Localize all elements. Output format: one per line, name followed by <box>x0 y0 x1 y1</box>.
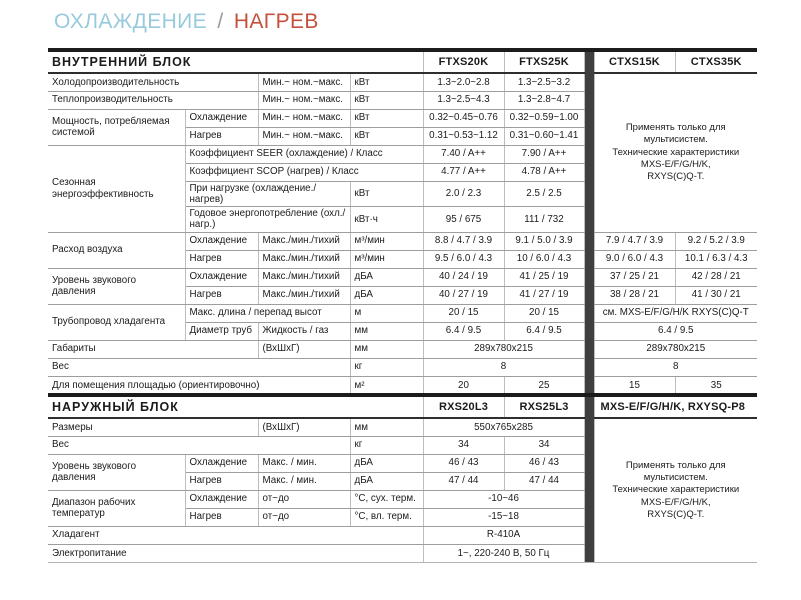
row-label: Уровень звукового давления <box>48 268 185 304</box>
row-range: Макс. / мин. <box>258 454 350 472</box>
row-unit: дБА <box>350 454 423 472</box>
value-ctxs15k: 37 / 25 / 21 <box>594 268 675 286</box>
row-unit: кВт·ч <box>350 207 423 233</box>
row-range: Мин.~ ном.~макс. <box>258 73 350 91</box>
row-range: от~до <box>258 490 350 508</box>
value-ftxs20k: 20 <box>423 376 504 394</box>
row-label: Хладагент <box>48 526 423 544</box>
note-line: Применять только для мультисистем. <box>625 121 726 146</box>
value-rxs-both: -15~18 <box>423 508 584 526</box>
row-dimensions <box>48 418 757 436</box>
row-sound-cooling <box>48 268 757 286</box>
value-ctxs35k: 35 <box>675 376 757 394</box>
value-ftxs-both: 289x780x215 <box>423 340 584 358</box>
value-ftxs25k: 1.3~2.8~4.7 <box>504 91 584 109</box>
value-ctxs15k: 7.9 / 4.7 / 3.9 <box>594 232 675 250</box>
row-unit: °С, вл. терм. <box>350 508 423 526</box>
row-range: Макс./мин./тихий <box>258 286 350 304</box>
value-rxs-both: R-410A <box>423 526 584 544</box>
column-divider-bar <box>584 397 594 562</box>
note-line: MXS-E/F/G/H/K, <box>640 496 711 508</box>
row-range: Мин.~ ном.~макс. <box>258 109 350 127</box>
row-label: Теплопроизводительность <box>48 91 258 109</box>
row-label: Мощность, потребляемая системой <box>48 109 185 145</box>
row-range: Макс. / мин. <box>258 472 350 490</box>
value-ftxs20k: 9.5 / 6.0 / 4.3 <box>423 250 504 268</box>
value-ftxs25k: 20 / 15 <box>504 304 584 322</box>
row-sub-label: Коэффициент SCOP (нагрев) / Класс <box>185 163 423 181</box>
row-label: Расход воздуха <box>48 232 185 268</box>
value-ftxs20k: 6.4 / 9.5 <box>423 322 504 340</box>
row-weight <box>48 358 757 376</box>
row-sub-label: При нагрузке (охлаждение./нагрев) <box>185 181 350 207</box>
value-ctxs-both: 6.4 / 9.5 <box>594 322 757 340</box>
page-title-separator: / <box>217 10 224 33</box>
value-ftxs20k: 95 / 675 <box>423 207 504 233</box>
value-ftxs25k: 4.78 / A++ <box>504 163 584 181</box>
value-ftxs20k: 2.0 / 2.3 <box>423 181 504 207</box>
column-divider-bar <box>584 52 594 394</box>
outdoor-header-row <box>48 397 757 418</box>
row-unit: мм <box>350 322 423 340</box>
row-label: Уровень звукового давления <box>48 454 185 490</box>
row-sub-label: Макс. длина / перепад высот <box>185 304 350 322</box>
value-ftxs20k: 7.40 / A++ <box>423 145 504 163</box>
value-ftxs25k: 0.32~0.59~1.00 <box>504 109 584 127</box>
row-range: Мин.~ ном.~макс. <box>258 91 350 109</box>
row-unit: дБА <box>350 268 423 286</box>
value-rxs-both: 1~, 220-240 В, 50 Гц <box>423 544 584 562</box>
row-label: Холодопроизводительность <box>48 73 258 91</box>
row-label: Сезонная энергоэффективность <box>48 145 185 232</box>
row-unit: м³/мин <box>350 250 423 268</box>
row-unit: дБА <box>350 286 423 304</box>
note-line: RXYS(C)Q-T. <box>647 509 705 521</box>
row-range: Мин.~ ном.~макс. <box>258 127 350 145</box>
value-rxs20l3: 34 <box>423 436 504 454</box>
multi-system-note <box>594 418 757 562</box>
row-label: Размеры <box>48 418 258 436</box>
note-line: Применять только для мультисистем. <box>625 459 726 483</box>
row-unit: м³/мин <box>350 232 423 250</box>
row-sub-label: Диаметр труб <box>185 322 258 340</box>
value-rxs-both: -10~46 <box>423 490 584 508</box>
page-title-heating: НАГРЕВ <box>233 10 319 33</box>
value-rxs-both: 550x765x285 <box>423 418 584 436</box>
row-sub-label: Коэффициент SEER (охлаждение) / Класс <box>185 145 423 163</box>
row-sub-label: Охлаждение <box>185 109 258 127</box>
value-ftxs25k: 6.4 / 9.5 <box>504 322 584 340</box>
row-unit: кВт <box>350 127 423 145</box>
value-rxs25l3: 34 <box>504 436 584 454</box>
outdoor-model-rxs25l3: RXS25L3 <box>504 397 584 418</box>
value-ftxs-both: 8 <box>423 358 584 376</box>
value-ftxs20k: 0.31~0.53~1.12 <box>423 127 504 145</box>
row-label: Габариты <box>48 340 258 358</box>
value-ctxs35k: 9.2 / 5.2 / 3.9 <box>675 232 757 250</box>
note-line: MXS-E/F/G/H/K, <box>640 158 711 170</box>
indoor-table-title: ВНУТРЕННИЙ БЛОК <box>48 52 423 73</box>
indoor-unit-table <box>48 48 757 395</box>
indoor-model-ftxs25k: FTXS25K <box>504 52 584 73</box>
row-unit: кВт <box>350 181 423 207</box>
value-ftxs20k: 0.32~0.45~0.76 <box>423 109 504 127</box>
value-rxs20l3: 47 / 44 <box>423 472 504 490</box>
row-sub-label: Охлаждение <box>185 490 258 508</box>
row-unit: °С, сух. терм. <box>350 490 423 508</box>
row-sub-label: Нагрев <box>185 250 258 268</box>
indoor-header-row <box>48 52 757 73</box>
row-unit: кВт <box>350 91 423 109</box>
row-label: Для помещения площадью (ориентировочно) <box>48 376 350 394</box>
value-ftxs20k: 40 / 27 / 19 <box>423 286 504 304</box>
row-unit: м² <box>350 376 423 394</box>
row-airflow-cooling <box>48 232 757 250</box>
value-ctxs15k: 15 <box>594 376 675 394</box>
row-sub-label: Нагрев <box>185 286 258 304</box>
row-sub-label: Нагрев <box>185 472 258 490</box>
row-unit: кВт <box>350 73 423 91</box>
value-ctxs15k: 38 / 28 / 21 <box>594 286 675 304</box>
outdoor-unit-table <box>48 393 757 563</box>
row-range: Макс./мин./тихий <box>258 268 350 286</box>
value-ftxs25k: 10 / 6.0 / 4.3 <box>504 250 584 268</box>
row-unit: кВт <box>350 109 423 127</box>
row-range: Макс./мин./тихий <box>258 232 350 250</box>
row-range: Жидкость / газ <box>258 322 350 340</box>
row-unit: мм <box>350 340 423 358</box>
value-ctxs35k: 42 / 28 / 21 <box>675 268 757 286</box>
value-ftxs25k: 0.31~0.60~1.41 <box>504 127 584 145</box>
value-ctxs15k: 9.0 / 6.0 / 4.3 <box>594 250 675 268</box>
row-spec: (ВхШхГ) <box>258 418 350 436</box>
note-line: Технические характеристики <box>612 484 740 496</box>
value-rxs25l3: 46 / 43 <box>504 454 584 472</box>
value-ftxs25k: 7.90 / A++ <box>504 145 584 163</box>
row-unit: кг <box>350 358 423 376</box>
indoor-model-ctxs35k: CTXS35K <box>675 52 757 73</box>
row-label: Электропитание <box>48 544 423 562</box>
row-piping-length <box>48 304 757 322</box>
row-unit: дБА <box>350 472 423 490</box>
row-room-area <box>48 376 757 394</box>
row-unit: м <box>350 304 423 322</box>
page-title-cooling: ОХЛАЖДЕНИЕ <box>54 10 208 33</box>
row-sub-label: Годовое энергопотребление (охл./нагр.) <box>185 207 350 233</box>
multi-system-note <box>594 73 757 232</box>
row-spec: (ВхШхГ) <box>258 340 350 358</box>
row-sub-label: Нагрев <box>185 508 258 526</box>
row-label: Трубопровод хладагента <box>48 304 185 340</box>
value-ftxs20k: 1.3~2.5~4.3 <box>423 91 504 109</box>
row-range: Макс./мин./тихий <box>258 250 350 268</box>
outdoor-model-mxs-rxysq: MXS-E/F/G/H/K, RXYSQ-P8 <box>594 397 757 418</box>
row-range: от~до <box>258 508 350 526</box>
row-sub-label: Охлаждение <box>185 268 258 286</box>
row-cooling-capacity <box>48 73 757 91</box>
value-ctxs-both: см. MXS-E/F/G/H/K RXYS(C)Q-T <box>594 304 757 322</box>
value-ctxs35k: 41 / 30 / 21 <box>675 286 757 304</box>
row-sub-label: Нагрев <box>185 127 258 145</box>
row-label: Вес <box>48 358 350 376</box>
note-line: RXYS(C)Q-T. <box>647 171 705 183</box>
value-ctxs-both: 289x780x215 <box>594 340 757 358</box>
value-ftxs20k: 4.77 / A++ <box>423 163 504 181</box>
value-ftxs25k: 1.3~2.5~3.2 <box>504 73 584 91</box>
value-ftxs25k: 111 / 732 <box>504 207 584 233</box>
value-rxs20l3: 46 / 43 <box>423 454 504 472</box>
indoor-model-ftxs20k: FTXS20K <box>423 52 504 73</box>
value-ftxs20k: 20 / 15 <box>423 304 504 322</box>
value-ftxs25k: 2.5 / 2.5 <box>504 181 584 207</box>
outdoor-model-rxs20l3: RXS20L3 <box>423 397 504 418</box>
indoor-model-ctxs15k: CTXS15K <box>594 52 675 73</box>
value-rxs25l3: 47 / 44 <box>504 472 584 490</box>
value-ftxs25k: 25 <box>504 376 584 394</box>
outdoor-table-title: НАРУЖНЫЙ БЛОК <box>48 397 423 418</box>
value-ftxs25k: 41 / 25 / 19 <box>504 268 584 286</box>
value-ftxs20k: 40 / 24 / 19 <box>423 268 504 286</box>
value-ftxs25k: 41 / 27 / 19 <box>504 286 584 304</box>
row-dimensions <box>48 340 757 358</box>
note-line: Технические характеристики <box>612 146 740 158</box>
row-sub-label: Охлаждение <box>185 454 258 472</box>
value-ctxs35k: 10.1 / 6.3 / 4.3 <box>675 250 757 268</box>
row-label: Диапазон рабочих температур <box>48 490 185 526</box>
page-title <box>54 10 319 34</box>
row-unit: кг <box>350 436 423 454</box>
row-sub-label: Охлаждение <box>185 232 258 250</box>
row-unit: мм <box>350 418 423 436</box>
value-ftxs20k: 1.3~2.0~2.8 <box>423 73 504 91</box>
value-ctxs-both: 8 <box>594 358 757 376</box>
row-label: Вес <box>48 436 350 454</box>
value-ftxs20k: 8.8 / 4.7 / 3.9 <box>423 232 504 250</box>
value-ftxs25k: 9.1 / 5.0 / 3.9 <box>504 232 584 250</box>
